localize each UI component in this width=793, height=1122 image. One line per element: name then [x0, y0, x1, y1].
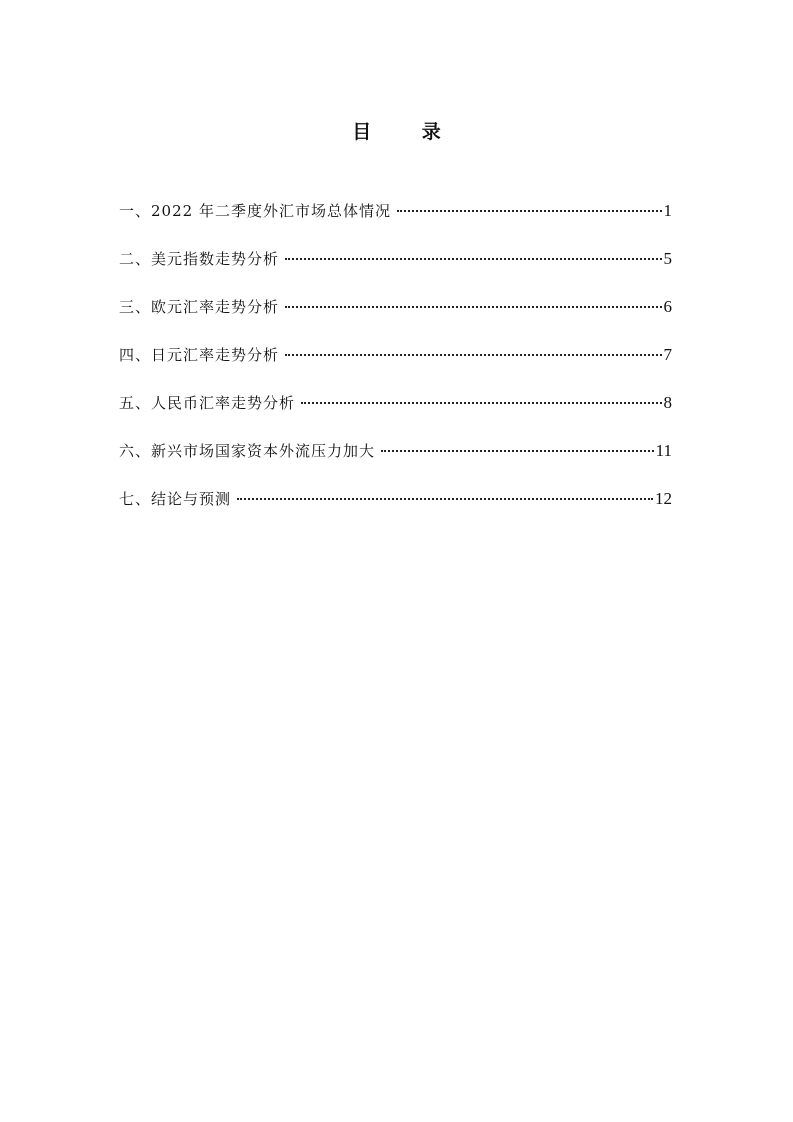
toc-entry-page: 11	[655, 441, 672, 460]
toc-entry-label: 一、2022 年二季度外汇市场总体情况	[119, 202, 391, 220]
toc-entry[interactable]	[119, 390, 672, 438]
toc-entry[interactable]	[119, 342, 672, 390]
toc-leader-dots	[285, 258, 661, 260]
toc-entry-label: 七、结论与预测	[119, 490, 232, 508]
toc-title: 目 录	[352, 121, 463, 143]
toc-entry-page: 8	[663, 393, 672, 412]
toc-leader-dots	[237, 498, 653, 500]
toc-entry-page: 12	[655, 489, 672, 508]
toc-entry-page: 6	[663, 297, 672, 316]
toc-entry-label: 六、新兴市场国家资本外流压力加大	[119, 442, 376, 460]
toc-entry[interactable]	[119, 438, 672, 486]
toc-leader-dots	[285, 354, 661, 356]
toc-entry[interactable]	[119, 486, 672, 534]
toc-leader-dots	[301, 402, 661, 404]
toc-entry[interactable]	[119, 198, 672, 246]
toc-leader-dots	[381, 450, 654, 452]
toc-entry-page: 7	[663, 345, 672, 364]
toc-entry[interactable]	[119, 294, 672, 342]
toc-entry-page: 1	[663, 201, 672, 220]
toc-leader-dots	[397, 210, 662, 212]
toc-leader-dots	[285, 306, 661, 308]
toc-entry-label: 五、人民币汇率走势分析	[119, 394, 296, 412]
toc-entry-page: 5	[663, 249, 672, 268]
toc-entry-label: 二、美元指数走势分析	[119, 250, 280, 268]
table-of-contents	[119, 198, 672, 534]
toc-entry[interactable]	[119, 246, 672, 294]
toc-entry-label: 四、日元汇率走势分析	[119, 346, 280, 364]
toc-entry-label: 三、欧元汇率走势分析	[119, 298, 280, 316]
